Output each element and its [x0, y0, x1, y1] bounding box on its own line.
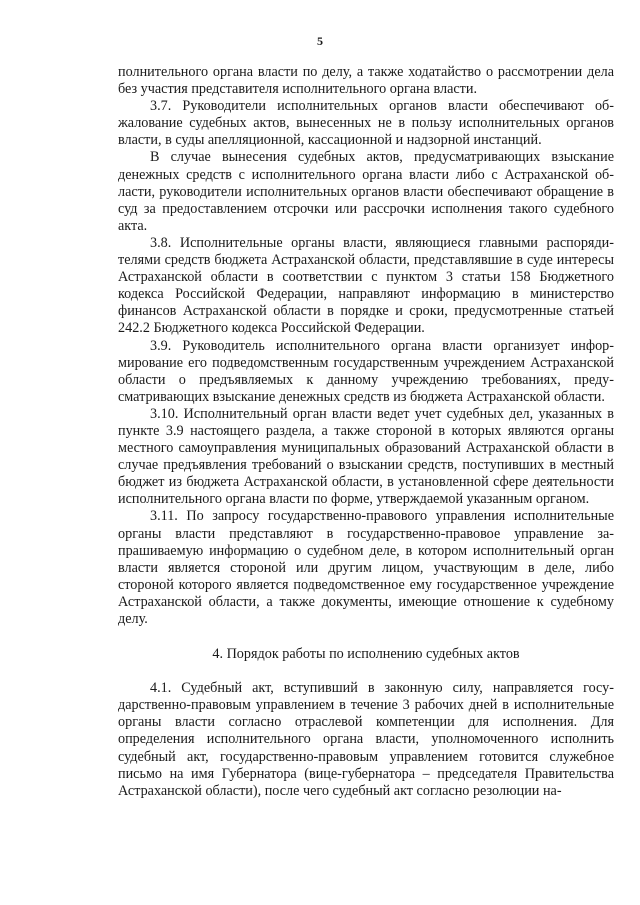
paragraph-3-7: 3.7. Руководители исполнительных органов власти обеспечивают обжалование судебных актов, вынесенных не в пользу исполнительных органов власти, в суды апелляционной, кассационной и надзорной инстанций. — [118, 98, 614, 149]
paragraph-3-8: 3.8. Исполнительные органы власти, являющиеся главными распорядителями средств бюджета Астраханской области, представлявшие в суде интересы Астраханской области в соответствии с пунктом 3 статьи 158 Бюджетного кодекса Российской Федерации, направляют информацию в министерство финансов Астраханской области в порядке и сроки, предусмотренные статьей 242.2 Бюджетного кодекса Российской Федерации. — [118, 234, 614, 337]
paragraph-3-11: 3.11. По запросу государственно-правового управления исполнительные органы власти представляют в государственно-правовое управление запрашиваемую информацию о судебном деле, в котором исполнительный орган власти является стороной или другим лицом, участвующим в деле, либо стороной которого является подведомственное ему государственное учреждение Астраханской области, а также документы, имеющие отношение к судебному делу. — [118, 508, 614, 627]
paragraph-3-7-note: В случае вынесения судебных актов, предусматривающих взыскание денежных средств с исполнительного органа власти либо с Астраханской области, руководители исполнительных органов власти обеспечивают обращение в суд за предоставлением отсрочки или рассрочки исполнения такого судебного акта. — [118, 149, 614, 234]
paragraph-continuation: полнительного органа власти по делу, а также ходатайство о рассмотрении дела без участия представителя исполнительного органа власти. — [118, 64, 614, 98]
paragraph-4-1: 4.1. Судебный акт, вступивший в законную силу, направляется государственно-правовым управлением в течение 3 рабочих дней в исполнительные органы власти согласно отраслевой компетенции для исполнения. Для определения исполнительного органа власти, уполномоченного исполнить судебный акт, государственно-правовым управлением готовится служебное письмо на имя Губернатора (вице-губернатора – председателя Правительства Астраханской области), после чего судебный акт согласно резолюции на- — [118, 680, 614, 799]
section-heading: 4. Порядок работы по исполнению судебных актов — [212, 646, 520, 663]
page-number: 5 — [317, 34, 323, 48]
paragraph-3-10: 3.10. Исполнительный орган власти ведет учет судебных дел, указанных в пункте 3.9 настоящего раздела, а также стороной в которых являются органы местного самоуправления муниципальных образований Астраханской области в случае предъявления требований о взыскании средств, поступивших в местный бюджет из бюджета Астраханской области, в установленной сфере деятельности исполнительного органа власти по форме, утверждаемой указанным органом. — [118, 405, 614, 508]
document-body — [118, 64, 614, 800]
paragraph-3-9: 3.9. Руководитель исполнительного органа власти организует информирование его подведомственным государственным учреждением Астраханской области о предъявляемых к данному учреждению требованиях, предусматривающих взыскание денежных средств из бюджета Астраханской области. — [118, 337, 614, 405]
